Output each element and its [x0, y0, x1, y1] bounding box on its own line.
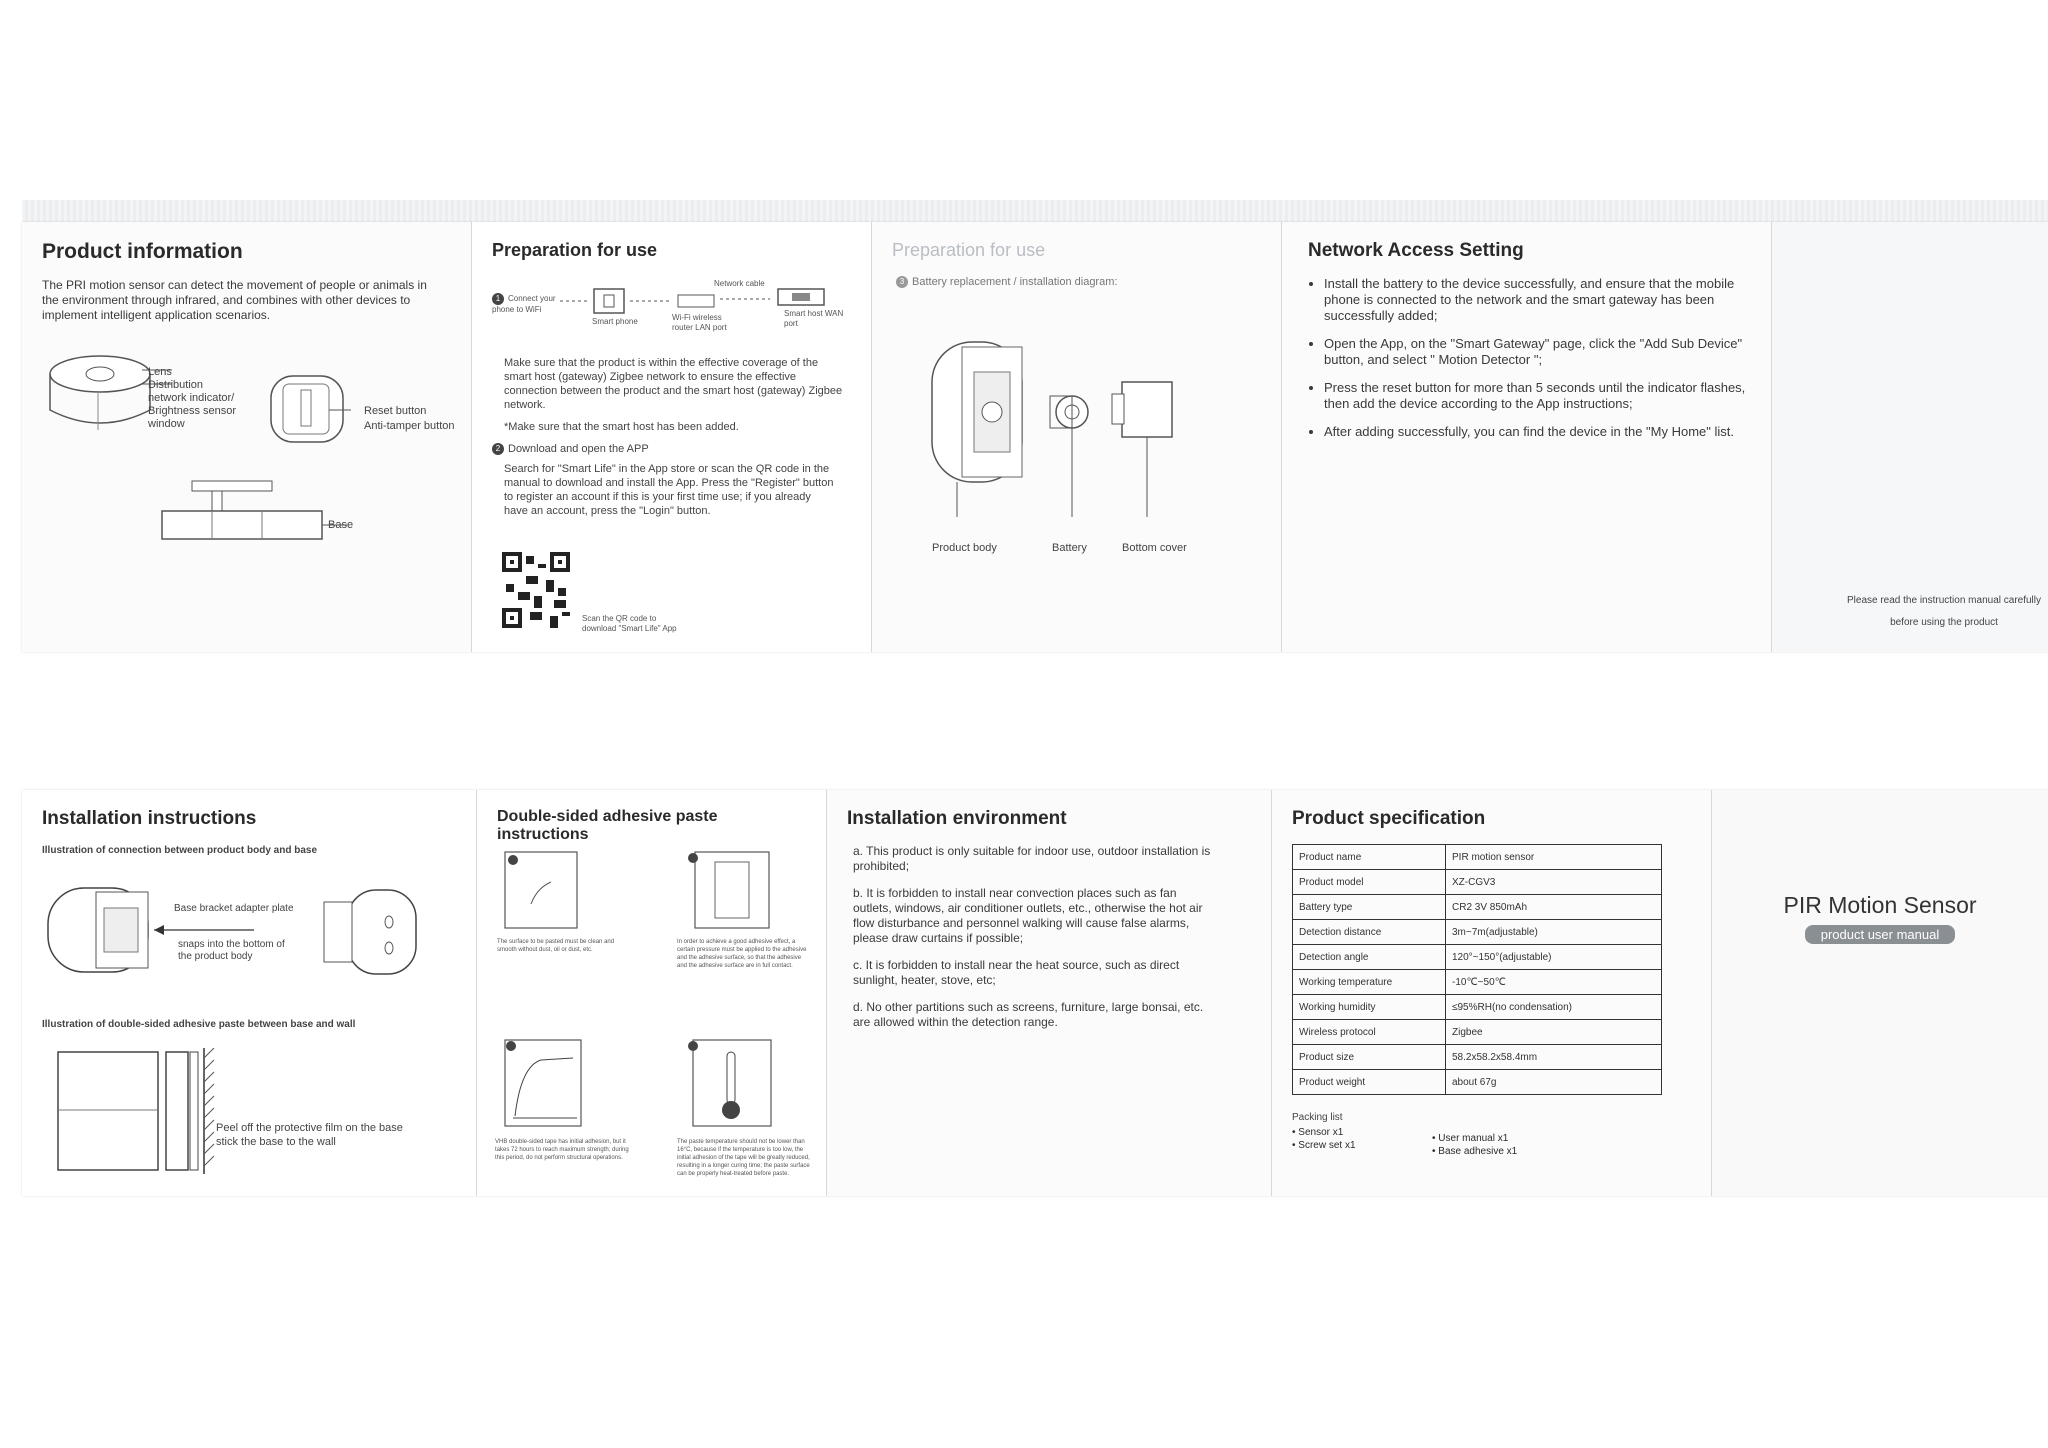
spec-value: 58.2x58.2x58.4mm: [1446, 1045, 1662, 1070]
label-base: Base: [328, 519, 354, 531]
adhesive-wall-diagram: [54, 1048, 234, 1178]
spec-value: CR2 3V 850mAh: [1446, 895, 1662, 920]
install-sub2: Illustration of double-sided adhesive paste between base and wall: [42, 1019, 356, 1030]
smart-host-label: Smart host WAN port: [784, 309, 844, 328]
network-steps: [1310, 276, 1764, 440]
spec-title: Product specification: [1292, 808, 1486, 829]
adhesive-step-d-illustration: [685, 1036, 775, 1130]
read-note-line1: Please read the instruction manual carefully: [1847, 595, 2041, 606]
packing-title: Packing list: [1292, 1112, 1343, 1123]
install-sub1: Illustration of connection between product body and base: [42, 845, 318, 856]
spec-key: Working temperature: [1293, 970, 1446, 995]
step1-label: 1 Connect your phone to WiFi: [492, 294, 556, 314]
sensor-back-diagram: [267, 372, 352, 447]
spec-value: PIR motion sensor: [1446, 845, 1662, 870]
network-step: • Install the battery to the device successfully, and ensure that the mobile phone is connected to the network and the smart gateway has been successfully added;: [1324, 276, 1764, 324]
step3-badge: 3: [896, 276, 908, 288]
spec-key: Product name: [1293, 845, 1446, 870]
panel-installation-instructions: [22, 790, 477, 1196]
adhesive-step-b-caption: In order to achieve a good adhesive effect, a certain pressure must be applied to the adhesive and the adhesive surface, so that the adhesive and the adhesive surface are in full contact.: [677, 939, 807, 969]
spec-value: XZ-CGV3: [1446, 870, 1662, 895]
panel-preparation-for-use: [472, 222, 872, 652]
spec-row: [1293, 1070, 1662, 1095]
spec-row: [1293, 970, 1662, 995]
smart-phone-label: Smart phone: [592, 317, 638, 326]
spec-row: [1293, 1045, 1662, 1070]
product-info-description: The PRI motion sensor can detect the movement of people or animals in the environment through infrared, and combines with other devices to implement intelligent application scenarios.: [42, 278, 427, 322]
spec-key: Working humidity: [1293, 995, 1446, 1020]
network-topology: [492, 275, 851, 350]
adhesive-step-d-caption: The paste temperature should not be lower than 16°C, because if the temperature is too low, the initial adhesion of the tape will be greatly reduced, resulting in a longer curing time; the paste surface can be properly heat-treated before paste.: [677, 1139, 810, 1177]
spec-row: [1293, 945, 1662, 970]
spec-key: Detection angle: [1293, 945, 1446, 970]
label-snaps-into-2: the product body: [178, 951, 253, 962]
base-diagram: [152, 477, 352, 547]
label-peel-film: Peel off the protective film on the base: [216, 1122, 403, 1134]
environment-item: d. No other partitions such as screens, furniture, large bonsai, etc. are allowed within the detection range.: [853, 1000, 1204, 1029]
spec-key: Product model: [1293, 870, 1446, 895]
wifi-router-label: Wi-Fi wireless router LAN port: [672, 313, 727, 332]
label-bottom-cover: Bottom cover: [1122, 542, 1187, 554]
label-network-indicator: network indicator/: [148, 392, 235, 404]
label-window: window: [148, 418, 185, 430]
packing-item: • Screw set x1: [1292, 1140, 1356, 1151]
label-reset-button: Reset button: [364, 405, 427, 417]
environment-item: b. It is forbidden to install near convection places such as fan outlets, windows, air conditioner outlets, etc., otherwise the hot air flow disturbance and personnel walking will cause false alarms, please draw curtains if possible;: [853, 886, 1203, 945]
spec-key: Detection distance: [1293, 920, 1446, 945]
qr-code: [502, 552, 570, 628]
label-snaps-into: snaps into the bottom of: [178, 939, 285, 950]
environment-item: a. This product is only suitable for indoor use, outdoor installation is prohibited;: [853, 844, 1211, 873]
spec-row: [1293, 845, 1662, 870]
adhesive-step-b-illustration: [685, 848, 775, 932]
label-stick-base: stick the base to the wall: [216, 1136, 336, 1148]
spec-key: Wireless protocol: [1293, 1020, 1446, 1045]
spec-row: [1293, 870, 1662, 895]
cover-title: PIR Motion Sensor: [1783, 892, 1977, 918]
spec-row: [1293, 895, 1662, 920]
label-distribution: Distribution: [148, 379, 204, 391]
environment-item: c. It is forbidden to install near the heat source, such as direct sunlight, heater, stove, etc;: [853, 958, 1180, 987]
spec-row: [1293, 1020, 1662, 1045]
spec-value: 3m~7m(adjustable): [1446, 920, 1662, 945]
packing-list: [1292, 1125, 1691, 1155]
spec-value: ≤95%RH(no condensation): [1446, 995, 1662, 1020]
product-info-title: Product information: [42, 240, 243, 263]
packing-item: • Base adhesive x1: [1432, 1146, 1518, 1157]
smart-host-note: *Make sure that the smart host has been added.: [504, 421, 739, 433]
spec-row: [1293, 920, 1662, 945]
packing-item: • Sensor x1: [1292, 1127, 1344, 1138]
install-title: Installation instructions: [42, 808, 257, 829]
panel-battery-installation: [872, 222, 1282, 652]
battery-diagram-title: 3 Battery replacement / installation diagram:: [896, 275, 1261, 289]
environment-title: Installation environment: [847, 808, 1067, 829]
adhesive-step-c-caption: VHB double-sided tape has initial adhesion, but it takes 72 hours to reach maximum strength; during this period, do not perform structural operations.: [495, 1139, 629, 1161]
adhesive-title: Double-sided adhesive paste instructions: [497, 808, 718, 843]
panel-installation-environment: [827, 790, 1272, 1196]
adhesive-step-a-illustration: [501, 848, 581, 932]
panel-back-cover: [1772, 222, 2048, 652]
spec-value: Zigbee: [1446, 1020, 1662, 1045]
body-base-connection-diagram: [44, 882, 444, 982]
spec-row: [1293, 995, 1662, 1020]
spec-key: Battery type: [1293, 895, 1446, 920]
prep-title-faded: Preparation for use: [892, 240, 1046, 260]
adhesive-step-a-caption: The surface to be pasted must be clean and smooth without dust, oil or dust, etc.: [497, 939, 615, 953]
prep-title: Preparation for use: [492, 240, 658, 260]
spec-value: 120°~150°(adjustable): [1446, 945, 1662, 970]
panel-network-access: [1282, 222, 1772, 652]
step1-badge: 1: [492, 293, 504, 305]
manual-sheet-top: [22, 222, 2048, 652]
environment-list: [853, 844, 1213, 1030]
manual-sheet-bottom: [22, 790, 2048, 1196]
network-cable-label: Network cable: [714, 279, 765, 288]
panel-adhesive-instructions: [477, 790, 827, 1196]
spec-value: about 67g: [1446, 1070, 1662, 1095]
cover-badge: product user manual: [1805, 925, 1956, 944]
adhesive-step-c-illustration: [501, 1036, 585, 1130]
step2-text: Search for "Smart Life" in the App store or scan the QR code in the manual to download and install the App. Press the "Register" button to register an account if this is your first time use; if you already have an account, press the "Login" button.: [504, 463, 834, 517]
panel-product-information: [22, 222, 472, 652]
label-product-body: Product body: [932, 542, 997, 554]
spec-key: Product size: [1293, 1045, 1446, 1070]
network-step: • Open the App, on the "Smart Gateway" page, click the "Add Sub Device" button, and select " Motion Detector ";: [1324, 336, 1764, 368]
network-title: Network Access Setting: [1308, 240, 1524, 261]
step2-badge: 2: [492, 443, 504, 455]
spec-key: Product weight: [1293, 1070, 1446, 1095]
label-battery: Battery: [1052, 542, 1087, 554]
qr-caption: Scan the QR code to download "Smart Life" App: [582, 614, 677, 633]
read-note-line2: before using the product: [1890, 617, 1998, 628]
network-step: • After adding successfully, you can find the device in the "My Home" list.: [1324, 424, 1764, 440]
panel-product-specification: [1272, 790, 1712, 1196]
packing-item: • User manual x1: [1432, 1133, 1509, 1144]
spec-table: [1292, 844, 1662, 1095]
label-anti-tamper-button: Anti-tamper button: [364, 420, 455, 432]
label-brightness-sensor: Brightness sensor: [148, 405, 237, 417]
spec-value: -10℃~50℃: [1446, 970, 1662, 995]
coverage-text: Make sure that the product is within the effective coverage of the smart host (gateway) Zigbee network to ensure the effective connection between the product and the smart host (gateway) Zigbee network.: [504, 357, 843, 411]
label-lens: Lens: [148, 366, 172, 378]
step2-title: 2 Download and open the APP: [492, 442, 851, 456]
network-step: • Press the reset button for more than 5 seconds until the indicator flashes, then add the device according to the App instructions;: [1324, 380, 1764, 412]
battery-installation-diagram: [912, 322, 1232, 522]
label-bracket-adapter: Base bracket adapter plate: [174, 903, 294, 914]
panel-cover: [1712, 790, 2048, 1196]
